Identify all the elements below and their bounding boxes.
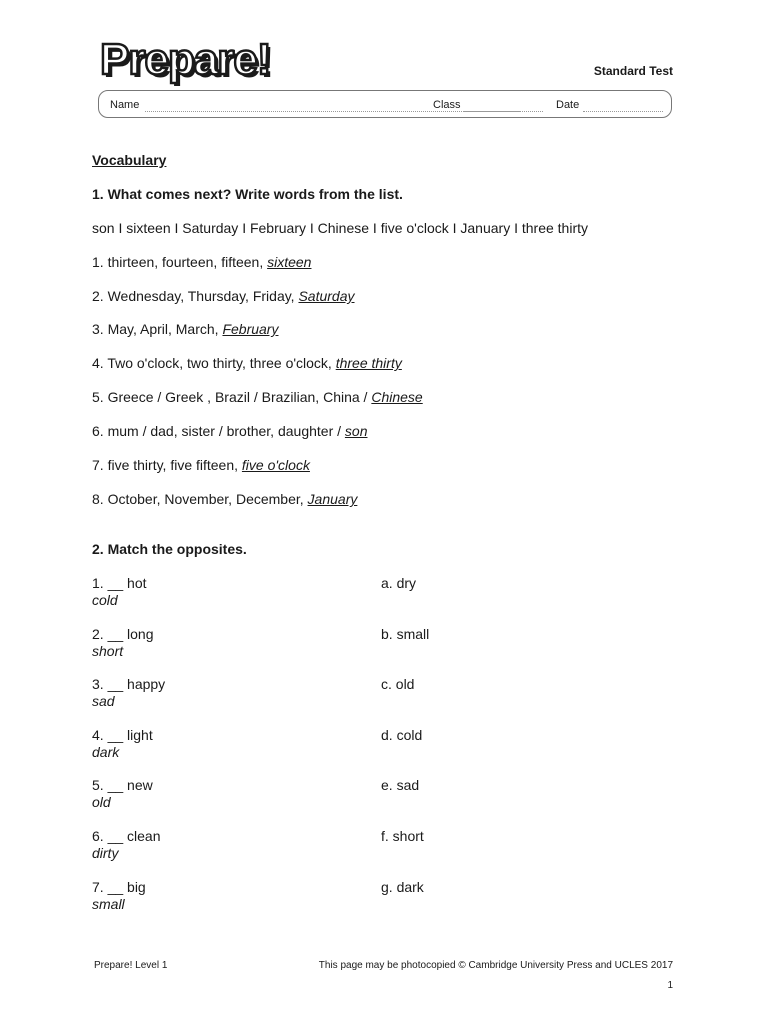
match-answer: small — [92, 896, 125, 912]
ex1-answer: son — [344, 423, 368, 439]
match-right-item: b. small — [381, 626, 430, 642]
date-field[interactable] — [583, 111, 663, 112]
test-type-label: Standard Test — [593, 64, 673, 78]
footer-level: Prepare! Level 1 — [94, 960, 168, 971]
page-number: 1 — [667, 980, 673, 991]
match-left-item: 7. __ big — [92, 879, 146, 895]
match-left-item: 4. __ light — [92, 727, 153, 743]
match-right-item: a. dry — [381, 575, 417, 591]
section-title: Vocabulary — [92, 152, 167, 168]
ex1-item: 8. October, November, December, January — [92, 491, 358, 507]
match-answer: sad — [92, 693, 115, 709]
ex1-answer: February — [222, 321, 279, 337]
ex1-item: 5. Greece / Greek , Brazil / Brazilian, China / Chinese — [92, 389, 423, 405]
name-class-date-box — [98, 90, 672, 118]
ex1-answer: Saturday — [298, 288, 355, 304]
match-right-item: f. short — [381, 828, 424, 844]
match-right-item: d. cold — [381, 727, 423, 743]
match-left-item: 3. __ happy — [92, 676, 166, 692]
ex1-answer: sixteen — [267, 254, 312, 270]
match-left-item: 5. __ new — [92, 777, 153, 793]
ex1-item: 7. five thirty, five fifteen, five o'clock — [92, 457, 310, 473]
ex1-item: 3. May, April, March, February — [92, 321, 279, 337]
footer-copyright: This page may be photocopied © Cambridge University Press and UCLES 2017 — [318, 960, 673, 971]
ex1-answer: five o'clock — [241, 457, 310, 473]
class-field[interactable] — [463, 111, 543, 112]
class-label: Class — [433, 99, 461, 111]
match-right-item: g. dark — [381, 879, 424, 895]
ex1-item: 1. thirteen, fourteen, fifteen, sixteen — [92, 254, 312, 270]
ex1-answer: Chinese — [371, 389, 423, 405]
match-answer: cold — [92, 592, 118, 608]
ex1-answer: three thirty — [335, 355, 402, 371]
ex1-item: 2. Wednesday, Thursday, Friday, Saturday — [92, 288, 355, 304]
exercise-2-title: 2. Match the opposites. — [92, 541, 247, 557]
ex1-answer: January — [307, 491, 358, 507]
match-right-item: e. sad — [381, 777, 420, 793]
match-answer: dark — [92, 744, 120, 760]
date-label: Date — [556, 99, 580, 111]
match-left-item: 1. __ hot — [92, 575, 147, 591]
prepare-logo: Prepare! — [100, 35, 271, 84]
match-left-item: 6. __ clean — [92, 828, 161, 844]
match-answer: short — [92, 643, 124, 659]
match-right-item: c. old — [381, 676, 415, 692]
word-list: son I sixteen I Saturday I February I Chinese I five o'clock I January I three thirty — [92, 220, 589, 236]
match-answer: dirty — [92, 845, 119, 861]
match-left-item: 2. __ long — [92, 626, 154, 642]
ex1-item: 4. Two o'clock, two thirty, three o'clock, three thirty — [92, 355, 402, 371]
match-answer: old — [92, 794, 111, 810]
ex1-item: 6. mum / dad, sister / brother, daughter / son — [92, 423, 368, 439]
exercise-1-title: 1. What comes next? Write words from the list. — [92, 186, 403, 202]
name-label: Name — [110, 99, 140, 111]
